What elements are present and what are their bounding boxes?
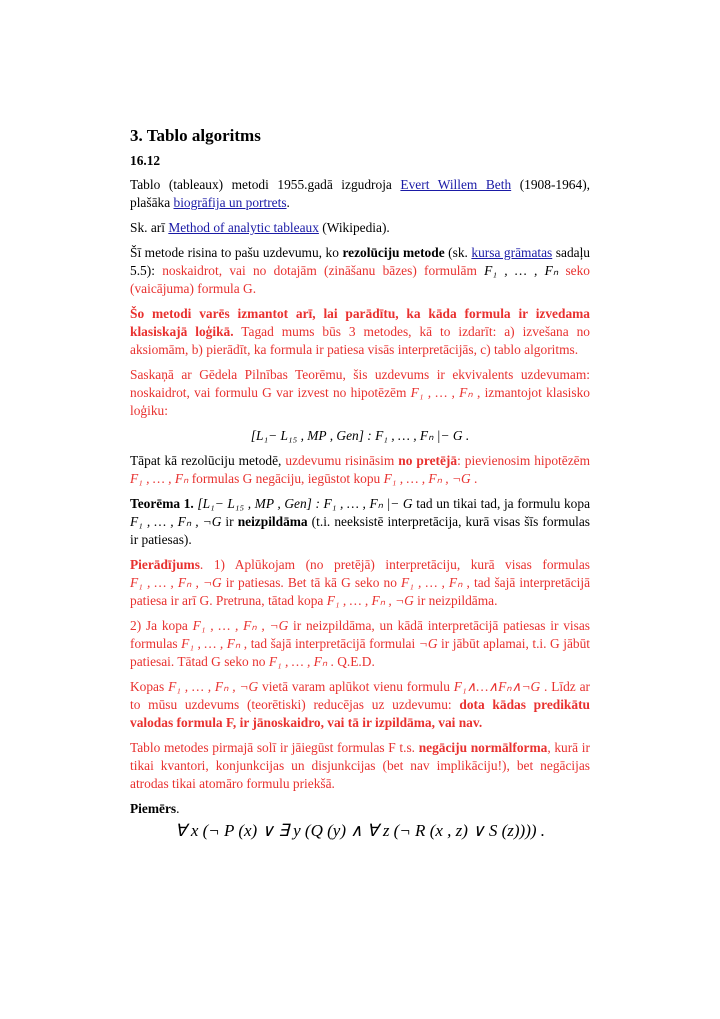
- formula-inline: F₁ , … , Fₙ: [484, 263, 559, 278]
- formula-example: ∀ x (¬ P (x) ∨ ∃ y (Q (y) ∧ ∀ z (¬ R (x , z) ∨ S (z)))) .: [174, 821, 546, 840]
- formula-inline: F₁ , … , Fₙ , ¬G: [168, 679, 259, 694]
- formula-inline: [L₁− L₁₅ , MP , Gen] : F₁ , … , Fₙ |− G: [197, 496, 413, 511]
- paragraph-reduction: Kopas F₁ , … , Fₙ , ¬G vietā varam aplūkot vienu formulu F₁∧…∧Fₙ∧¬G . Līdz ar to mūsu uzdevums (teorētiski) reducējas uz uzdevumu: dota kādas predikātu valodas formula F, ir jānoskaidro, vai tā ir izpildāma, vai nav.: [130, 679, 590, 730]
- formula-inline: F₁ , … , Fₙ , ¬G: [130, 514, 222, 529]
- section-heading: 3. Tablo algoritms: [130, 126, 261, 145]
- formula-derivation: [L₁− L₁₅ , MP , Gen] : F₁ , … , Fₙ |− G .: [250, 428, 470, 443]
- document-page: [130, 126, 590, 840]
- formula-inline: F₁ , … , Fₙ: [401, 575, 463, 590]
- paragraph-nnf: Tablo metodes pirmajā solī ir jāiegūst formulas F t.s. negāciju normālforma, kurā ir tikai kvantori, konjunkcijas un disjunkcijas (bet nav implikāciju!), bet negācijas atrodas tikai atomāro formulu priekšā.: [130, 740, 590, 791]
- formula-inline: F₁ , … , Fₙ: [181, 636, 241, 651]
- formula-inline: F₁ , … , Fₙ , ¬G: [192, 618, 289, 633]
- paragraph-proof-1: Pierādījums. 1) Aplūkojam (no pretējā) interpretāciju, kurā visas formulas F₁ , … , Fₙ , ¬G ir patiesas. Bet tā kā G seko no F₁ , … , Fₙ , tad šajā interpretācijā patiesa ir arī G. Pretruna, tātad kopa F₁ , … , Fₙ , ¬G ir neizpildāma.: [130, 557, 591, 608]
- paragraph-theorem: Teorēma 1. [L₁− L₁₅ , MP , Gen] : F₁ , … , Fₙ |− G tad un tikai tad, ja formulu kopa F₁ , … , Fₙ , ¬G ir neizpildāma (t.i. neeksistē interpretācija, kurā visas šīs formulas ir patiesas).: [130, 496, 591, 547]
- formula-inline: ¬G: [418, 636, 438, 651]
- paragraph-usage: Šo metodi varēs izmantot arī, lai parādītu, ka kāda formula ir izvedama klasiskajā loģikā. Tagad mums būs 3 metodes, kā to izdarīt: a) izvešana no aksiomām, b) pierādīt, ka formula ir patiesa visās interpretācijās, c) tablo algoritms.: [130, 306, 590, 357]
- formula-inline: F₁ , … , Fₙ: [130, 471, 189, 486]
- paragraph-proof-2: 2) Ja kopa F₁ , … , Fₙ , ¬G ir neizpildāma, un kādā interpretācijā patiesas ir visas formulas F₁ , … , Fₙ , tad šajā interpretācijā formulai ¬G ir jābūt aplamai, t.i. G jābūt patiesai. Tātad G seko no F₁ , … , Fₙ . Q.E.D.: [130, 618, 591, 669]
- wikipedia-link[interactable]: Method of analytic tableaux: [168, 220, 319, 235]
- formula-inline: F₁ , … , Fₙ , ¬G: [383, 471, 471, 486]
- formula-inline: F₁∧…∧Fₙ∧¬G: [453, 679, 541, 694]
- beth-link[interactable]: Evert Willem Beth: [400, 177, 512, 192]
- paragraph-intro: Tablo (tableaux) metodi 1955.gadā izgudroja Evert Willem Beth (1908-1964), plašāka biogrāfija un portrets.: [130, 177, 590, 210]
- paragraph-goedel: Saskaņā ar Gēdela Pilnības Teorēmu, šis uzdevums ir ekvivalents uzdevumam: noskaidrot, vai formulu G var izvest no hipotēzēm F₁ , … , Fₙ , izmantojot klasisko loģiku:: [130, 367, 590, 418]
- textbook-link[interactable]: kursa grāmatas: [471, 245, 553, 260]
- paragraph-method: Šī metode risina to pašu uzdevumu, ko rezolūciju metode (sk. kursa grāmatas sadaļu 5.5): noskaidrot, vai no dotajām (zināšanu bāzes) formulām F₁ , … , Fₙ seko (vaicājuma) formula G.: [130, 245, 591, 296]
- paragraph-contradiction: Tāpat kā rezolūciju metodē, uzdevumu risināsim no pretējā: pievienosim hipotēzēm F₁ , … , Fₙ formulas G negāciju, iegūstot kopu F₁ , … , Fₙ , ¬G .: [130, 453, 591, 486]
- example-heading: Piemērs.: [130, 801, 180, 816]
- formula-inline: F₁ , … , Fₙ: [410, 385, 473, 400]
- paragraph-see-also: Sk. arī Method of analytic tableaux (Wikipedia).: [130, 220, 390, 235]
- biography-link[interactable]: biogrāfija un portrets: [173, 195, 287, 210]
- formula-inline: F₁ , … , Fₙ , ¬G: [326, 593, 414, 608]
- date-label: 16.12: [130, 153, 161, 168]
- formula-inline: F₁ , … , Fₙ: [268, 654, 328, 669]
- formula-inline: F₁ , … , Fₙ , ¬G: [130, 575, 222, 590]
